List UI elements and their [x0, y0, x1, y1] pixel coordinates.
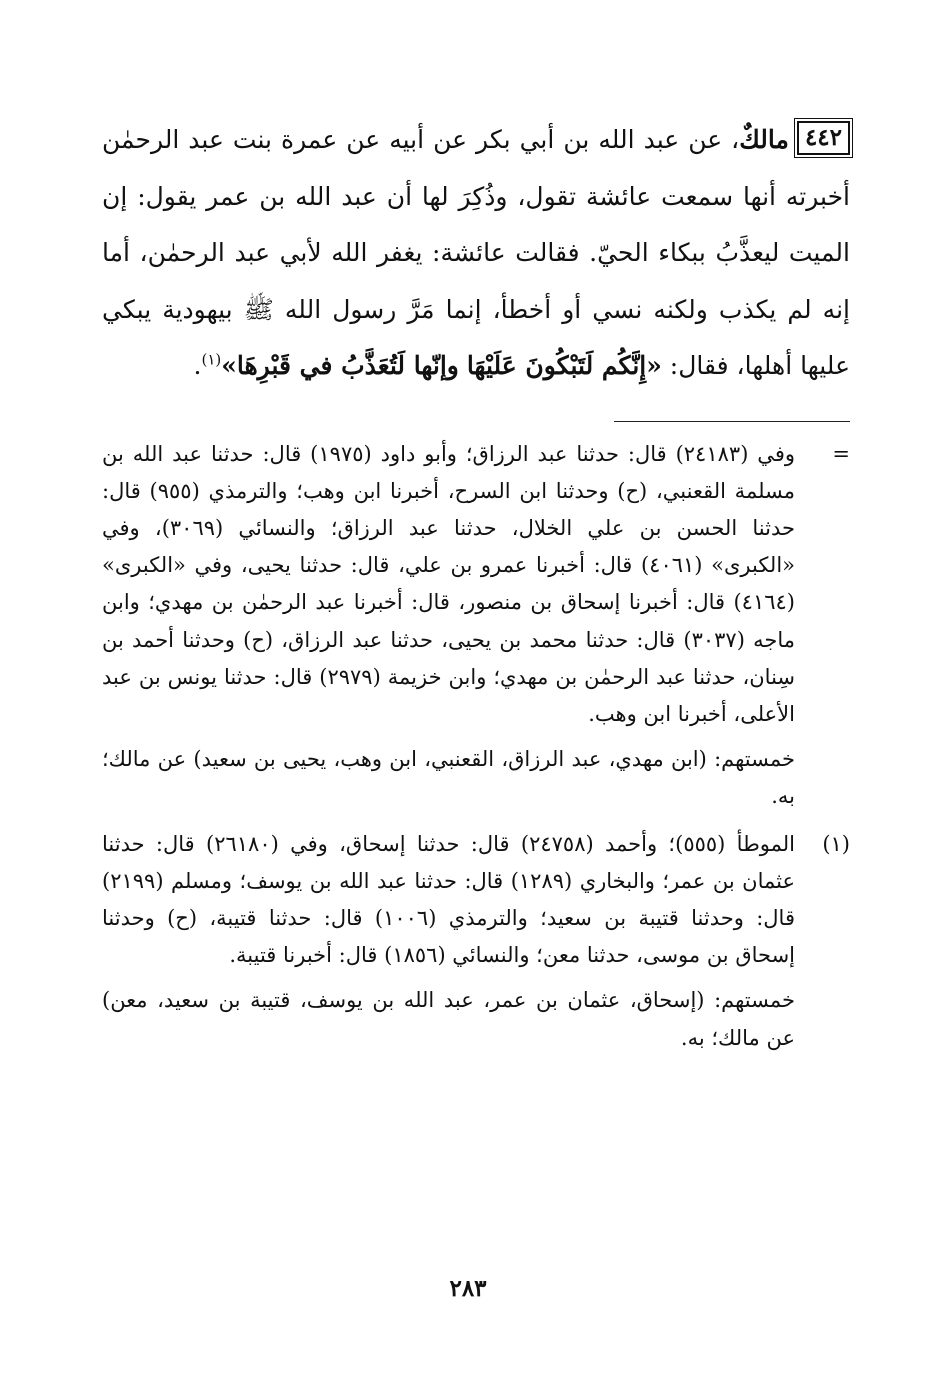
hadith-line-1: ، عن عبد الله بن أبي بكر عن أبيه عن عمرة بنت: [232, 125, 740, 154]
hadith-line-2: عبد الرحمٰن أخبرته أنها سمعت عائشة تقول، وذُكِرَ لها أن عبد الله بن: [102, 125, 850, 211]
hadith-quote-part-1: «إِنَّكُم لَتَبْكُونَ عَلَيْهَا: [466, 351, 662, 380]
hadith-narrator: مالكٌ: [739, 125, 789, 154]
footnote-summary-line: سعيد) عن مالك؛ به.: [102, 747, 795, 809]
hadith-quote-part-2: وإنّها لَتُعَذَّبُ في قَبْرِهَا»: [221, 351, 459, 380]
footnote-1: [102, 826, 850, 1057]
footnote-line: وفي (٢٤١٨٣) قال: حدثنا عبد الرزاق؛ وأبو داود (١٩٧٥) قال:: [262, 441, 795, 466]
hadith-line-3: عمر يقول: إن الميت ليعذَّبُ ببكاء الحيّ. فقالت عائشة: يغفر الله: [102, 181, 850, 267]
footnote-line: معن؛ والنسائي (١٨٥٦) قال: أخبرنا قتيبة.: [229, 943, 581, 968]
hadith-end: .: [193, 351, 202, 380]
footnote-summary-line: خمستهم: (ابن مهدي، عبد الرزاق، القعنبي، ابن وهب، يحيى بن: [253, 747, 795, 772]
hadith-line-5: رسول الله ﷺ بيهودية يبكي عليها أهلها، فقال:: [102, 294, 850, 380]
footnote-line: عبد الرزاق؛ والنسائي (٣٠٦٩)، وفي «الكبرى» (٤٠٦١) قال: أخبرنا: [102, 515, 796, 578]
footnote-reference: (١): [201, 350, 222, 369]
footnote-line: (٣٠٣٧) قال: حدثنا محمد بن يحيى، حدثنا عبد الرزاق، (ح) وحدثنا: [182, 627, 745, 652]
page-body: [102, 112, 850, 1380]
footnote-continuation-marker: =: [832, 441, 850, 466]
footnote-line: وهب؛ والترمذي (٩٥٥) قال: حدثنا الحسن بن علي الخلال، حدثنا: [102, 478, 795, 540]
page-number: ٢٨٣: [449, 1275, 487, 1302]
footnote-line: قال: حدثنا عثمان بن عمر؛ والبخاري (١٢٨٩) قال: حدثنا عبد الله بن: [102, 831, 795, 893]
footnote-gap: [102, 816, 850, 826]
footnote-separator: [614, 421, 850, 422]
footnote-line: الموطأ (٥٥٥)؛ وأحمد (٢٤٧٥٨) قال: حدثنا إسحاق، وفي (٢٦١٨٠): [206, 831, 795, 856]
footnotes: [102, 436, 850, 1057]
footnote-line: أحمد بن سِنان، حدثنا عبد الرحمٰن بن مهدي؛ وابن خزيمة (٢٩٧٩): [102, 627, 796, 689]
footnote-line: قال: حدثنا يونس بن عبد الأعلى، أخبرنا ابن وهب.: [102, 664, 795, 726]
footnote-summary-line: خمستهم: (إسحاق، عثمان بن عمر، عبد الله بن يوسف، قتيبة بن: [218, 988, 795, 1013]
footnote-summary: [102, 982, 795, 1056]
footnote-line: حدثنا عبد الله بن مسلمة القعنبي، (ح) وحدثنا ابن السرح، أخبرنا ابن: [102, 441, 796, 503]
footnote-summary: [102, 741, 795, 815]
footnote-line: إسحاق بن منصور، قال: أخبرنا عبد الرحمٰن بن مهدي؛ وابن ماجه: [102, 590, 795, 652]
footnote-line: (١٠٠٦) قال: حدثنا قتيبة، (ح) وحدثنا إسحاق بن موسى، حدثنا: [102, 905, 795, 968]
footnote-line: عمرو بن علي، قال: حدثنا يحيى، وفي «الكبرى» (٤١٦٤) قال: أخبرنا: [102, 553, 795, 615]
hadith-text: [102, 112, 850, 395]
hadith-line-4: لأبي عبد الرحمٰن، أما إنه لم يكذب ولكنه نسي أو أخطأ، إنما مَرَّ: [102, 238, 850, 324]
footnote-summary-line: سعيد، معن) عن مالك؛ به.: [102, 988, 795, 1050]
footnote-1-marker: (١): [822, 831, 850, 856]
footnote-line: يوسف؛ ومسلم (٢١٩٩) قال: وحدثنا قتيبة بن سعيد؛ والترمذي: [102, 868, 795, 930]
hadith-number-badge: ٤٤٢: [797, 121, 850, 155]
footnote-continuation: [102, 436, 850, 816]
